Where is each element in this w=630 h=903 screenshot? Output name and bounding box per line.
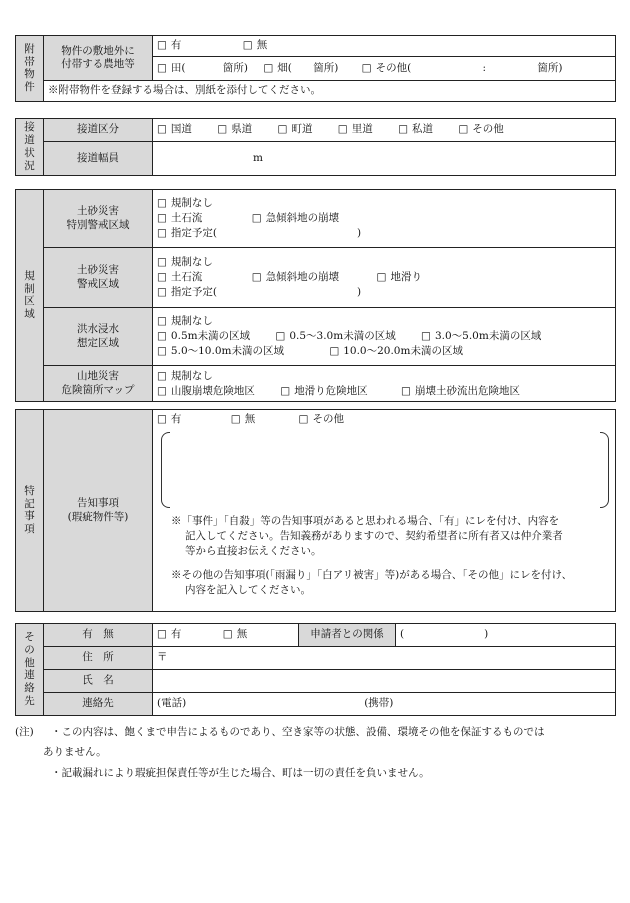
section-special-notes: 特 記 事 項	[16, 410, 44, 612]
road-access-table	[15, 118, 616, 176]
footnote-head: (注)	[15, 726, 34, 738]
disclosure-note-1: ※「事件」「自殺」等の告知事項があると思われる場合、「有」にレを付け、内容を 記入してください。告知義務がありますので、契約希望者に所有者又は仲介業者 等から直接お伝えください。	[171, 515, 563, 557]
checkbox-debris-flow[interactable]: □	[157, 271, 167, 283]
checkbox-prefectural-road[interactable]: □	[217, 123, 228, 136]
flood-area-label: 洪水浸水 想定区域	[44, 308, 153, 366]
checkbox-no-regulation[interactable]: □	[157, 369, 167, 382]
checkbox-sonota[interactable]: □	[361, 61, 372, 74]
address-input[interactable]: 〒	[153, 647, 616, 670]
address-label: 住 所	[44, 647, 153, 670]
checkbox-steep-slope[interactable]: □	[251, 271, 262, 283]
attached-property-table	[15, 35, 616, 102]
footnotes	[15, 722, 620, 783]
contact-input[interactable]: (電話) (携帯)	[153, 693, 616, 716]
attached-exist-row: □ 有 □ 無	[153, 36, 616, 57]
checkbox-private-road[interactable]: □	[398, 123, 408, 136]
disclosure-label: 告知事項 (瑕疵物件等)	[44, 410, 153, 612]
checkbox-nashi[interactable]: □	[242, 39, 253, 52]
road-width-label: 接道幅員	[44, 142, 153, 176]
checkbox-flood-0-5[interactable]: □	[157, 330, 167, 342]
mountain-hazard-label: 山地災害 危険箇所マップ	[44, 366, 153, 402]
checkbox-ari[interactable]: □	[157, 39, 167, 52]
disclosure-content: □ 有 □ 無 □ その他 ※「事件」「自殺」等の告知事項があると思われる場合、「有」にレを付け、内容を 記入してください。告知義務がありますので、契約希望者に所有者又は仲介業者 等から直接お伝えください。 ※その他の告知事項(「雨漏り」「白アリ被害」等)がある場合、「その他」にレを付け、 内容を記入してください。	[153, 410, 616, 612]
checkbox-landslide-area[interactable]: □	[280, 384, 291, 397]
flood-area-options: □ 規制なし □ 0.5m未満の区域 □ 0.5～3.0m未満の区域 □ 3.0～5.0m未満の区域 □ 5.0～10.0m未満の区域 □ 10.0～20.0m未満の区域	[153, 308, 616, 366]
section-road-access: 接 道 状 況	[16, 119, 44, 176]
footnote-1: ・この内容は、飽くまで申告によるものであり、空き家等の状態、設備、環境その他を保証するものでは	[51, 726, 545, 738]
road-type-label: 接道区分	[44, 119, 153, 142]
road-type-options: □ 国道 □ 県道 □ 町道 □ 里道 □ 私道 □ その他	[153, 119, 616, 142]
checkbox-other-road[interactable]: □	[458, 123, 469, 136]
contact-exist-label: 有 無	[44, 624, 153, 647]
special-sediment-options: □ 規制なし □ 土石流 □ 急傾斜地の崩壊 □ 指定予定( )	[153, 190, 616, 248]
checkbox-debris-outflow[interactable]: □	[401, 384, 411, 397]
checkbox-town-road[interactable]: □	[277, 123, 288, 136]
other-contact-table	[15, 623, 616, 716]
checkbox-no-regulation[interactable]: □	[157, 197, 167, 209]
footnote-1-cont: ありません。	[43, 746, 107, 759]
checkbox-landslide[interactable]: □	[376, 271, 387, 283]
checkbox-ari[interactable]: □	[157, 628, 167, 641]
checkbox-hillside-collapse[interactable]: □	[157, 384, 167, 397]
special-notes-table	[15, 409, 616, 612]
attached-farmland-label: 物件の敷地外に 付帯する農地等	[44, 36, 153, 81]
contact-label: 連絡先	[44, 693, 153, 716]
regulated-area-table	[15, 189, 616, 402]
section-other-contact: そ の 他 連 絡 先	[16, 624, 44, 716]
sediment-warning-options: □ 規制なし □ 土石流 □ 急傾斜地の崩壊 □ 地滑り □ 指定予定( )	[153, 248, 616, 308]
relationship-label: 申請者との関係	[299, 624, 396, 647]
checkbox-flood-3-5[interactable]: □	[421, 330, 431, 342]
road-width-value[interactable]: m	[153, 142, 616, 176]
checkbox-nashi[interactable]: □	[230, 413, 241, 425]
checkbox-national-road[interactable]: □	[157, 123, 167, 136]
attached-farmland-types: □ 田( 箇所) □ 畑( 箇所) □ その他( : 箇所)	[153, 57, 616, 81]
section-regulated-area: 規 制 区 域	[16, 190, 44, 402]
relationship-input[interactable]: ( )	[396, 624, 616, 647]
checkbox-ari[interactable]: □	[157, 413, 167, 425]
name-input[interactable]	[153, 670, 616, 693]
section-attached-property: 附 帯 物 件	[16, 36, 44, 102]
name-label: 氏 名	[44, 670, 153, 693]
disclosure-note-2: ※その他の告知事項(「雨漏り」「白アリ被害」等)がある場合、「その他」にレを付け、 内容を記入してください。	[171, 569, 573, 596]
checkbox-flood-0-5-3[interactable]: □	[275, 330, 286, 342]
checkbox-flood-5-10[interactable]: □	[157, 345, 167, 357]
disclosure-content-input[interactable]	[161, 432, 609, 506]
checkbox-sonota[interactable]: □	[298, 413, 309, 425]
special-sediment-label: 土砂災害 特別警戒区域	[44, 190, 153, 248]
checkbox-hata[interactable]: □	[263, 61, 274, 74]
checkbox-village-road[interactable]: □	[337, 123, 348, 136]
checkbox-steep-slope[interactable]: □	[251, 212, 262, 224]
checkbox-scheduled[interactable]: □	[157, 227, 167, 239]
footnote-2: ・記載漏れにより瑕疵担保責任等が生じた場合、町は一切の責任を負いません。	[51, 766, 430, 779]
checkbox-scheduled[interactable]: □	[157, 286, 167, 298]
checkbox-no-regulation[interactable]: □	[157, 315, 167, 327]
mountain-hazard-options: □ 規制なし □ 山腹崩壊危険地区 □ 地滑り危険地区 □ 崩壊土砂流出危険地区	[153, 366, 616, 402]
sediment-warning-label: 土砂災害 警戒区域	[44, 248, 153, 308]
attached-note: ※附帯物件を登録する場合は、別紙を添付してください。	[44, 81, 616, 102]
checkbox-nashi[interactable]: □	[222, 628, 233, 641]
contact-exist-options: □ 有 □ 無	[153, 624, 299, 647]
checkbox-ta[interactable]: □	[157, 61, 167, 74]
checkbox-debris-flow[interactable]: □	[157, 212, 167, 224]
checkbox-flood-10-20[interactable]: □	[329, 345, 340, 357]
checkbox-no-regulation[interactable]: □	[157, 256, 167, 268]
